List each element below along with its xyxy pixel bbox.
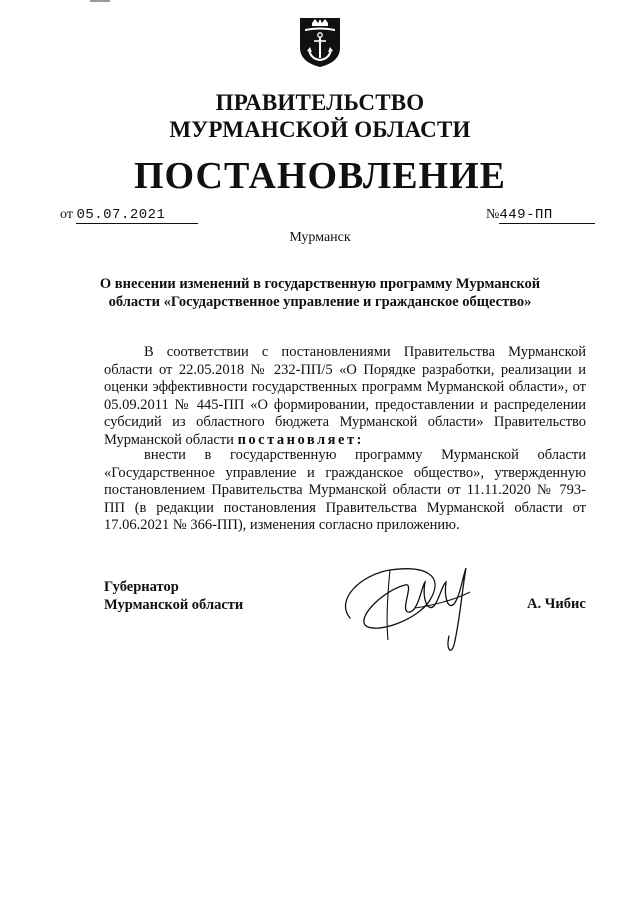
- handwritten-signature: [330, 540, 510, 660]
- date-field: [60, 207, 198, 224]
- paragraph-1-text: В соответствии с постановлениями Правительства Мурманской области от 22.05.2018 № 232-ПП/5 «О Порядке разработки, реализации и оценки эффективности государственных программ Мурманской области», от 05.09.2011 № 445-ПП «О формировании, предоставлении и распределении субсидий из областного бюджета Мурманской области» Правительство Мурманской области: [104, 344, 586, 448]
- number-field: [486, 207, 595, 224]
- murmansk-coat-of-arms-icon: [297, 14, 343, 68]
- date-prefix: от: [60, 207, 73, 222]
- date-value-field: [76, 207, 198, 224]
- document-subject: О внесении изменений в государственную программу Мурманской области «Государственное управление и гражданское общество»: [99, 276, 541, 310]
- resolves-keyword: постановляет:: [237, 431, 364, 448]
- number-prefix: №: [486, 207, 500, 222]
- city: Мурманск: [289, 230, 351, 245]
- signatory-title-line-1: Губернатор: [104, 579, 179, 595]
- issuer-line-1: ПРАВИТЕЛЬСТВО: [215, 90, 425, 115]
- number-value-field: [499, 207, 595, 224]
- signatory-name: А. Чибис: [527, 596, 586, 612]
- document-type-title: ПОСТАНОВЛЕНИЕ: [133, 155, 507, 197]
- issuer-line-2: МУРМАНСКОЙ ОБЛАСТИ: [169, 117, 471, 142]
- body-paragraph-1: [104, 344, 586, 449]
- scan-artifact: [90, 0, 110, 2]
- signatory-title-line-2: Мурманской области: [104, 597, 244, 613]
- body-paragraph-2: внести в государственную программу Мурманской области «Государственное управление и гражданское общество», утвержденную постановлением Правительства Мурманской области от 11.11.2020 № 793-ПП (в редакции постановления Правительства Мурманской области от 17.06.2021 № 366-ПП), изменения согласно приложению.: [104, 447, 586, 533]
- signatory-title: [104, 578, 243, 614]
- number-value: 449-ПП: [499, 207, 553, 223]
- date-value: 05.07.2021: [76, 207, 166, 223]
